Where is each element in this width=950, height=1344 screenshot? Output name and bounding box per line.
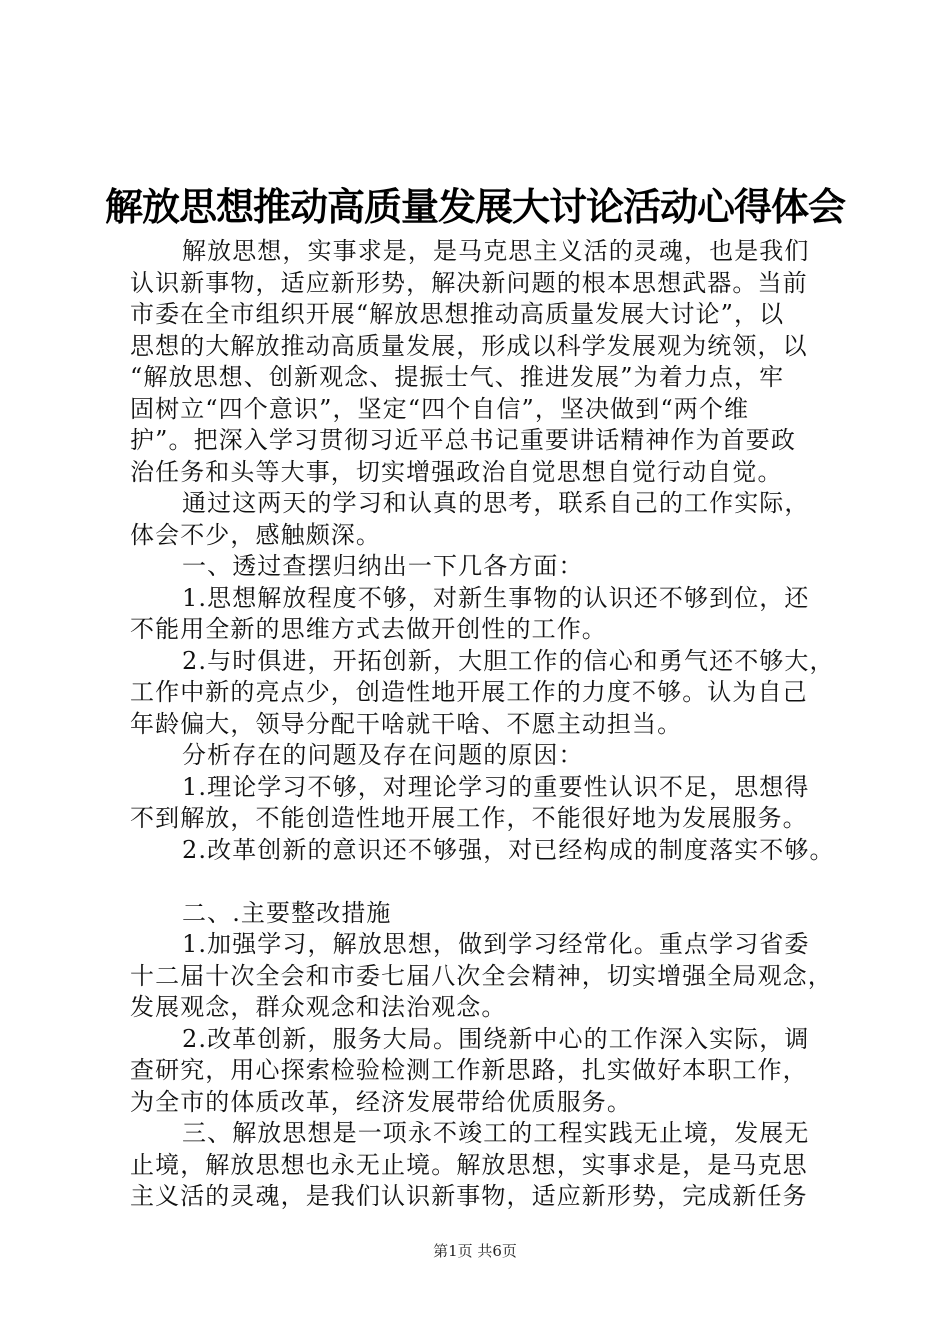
list-item-line: 发展观念，群众观念和法治观念。 (130, 993, 507, 1021)
blank-line (130, 866, 832, 898)
paragraph-line: 主义活的灵魂，是我们认识新事物，适应新形势，完成新任务 (130, 1182, 808, 1210)
list-item-line: 为全市的体质改革，经济发展带给优质服务。 (130, 1087, 632, 1116)
list-item-line: 查研究，用心探索检验检测工作新思路，扎实做好本职工作， (130, 1056, 808, 1084)
list-item-line: 1.理论学习不够，对理论学习的重要性认识不足，思想得 (182, 772, 810, 801)
document-body (130, 236, 835, 1213)
paragraph-line: 解放思想，实事求是，是马克思主义活的灵魂，也是我们 (182, 237, 810, 265)
list-item-line: 2.与时俱进，开拓创新，大胆工作的信心和勇气还不够大， (182, 646, 835, 675)
paragraph-line: 思想的大解放推动高质量发展，形成以科学发展观为统领，以 (130, 331, 808, 360)
list-item-line: 年龄偏大，领导分配干啥就干啥、不愿主动担当。 (130, 709, 683, 738)
paragraph-line: 治任务和头等大事，切实增强政治自觉思想自觉行动自觉。 (130, 457, 783, 486)
list-item-line: 2.改革创新的意识还不够强，对已经构成的制度落实不够。 (182, 835, 835, 864)
paragraph-line: 固树立“四个意识”，坚定“四个自信”，坚决做到“两个维 (130, 394, 750, 423)
paragraph-line: 护”。把深入学习贯彻习近平总书记重要讲话精神作为首要政 (130, 426, 796, 454)
list-item-line: 1.加强学习，解放思想，做到学习经常化。重点学习省委 (182, 930, 810, 958)
document-title: 解放思想推动高质量发展大讨论活动心得体会 (104, 185, 845, 229)
page-indicator: 第1页 共6页 (433, 1242, 517, 1260)
list-item-line: 不能用全新的思维方式去做开创性的工作。 (130, 615, 607, 643)
list-item-line: 2.改革创新，服务大局。围绕新中心的工作深入实际，调 (182, 1024, 810, 1053)
paragraph-line: 通过这两天的学习和认真的思考，联系自己的工作实际， (182, 489, 810, 517)
paragraph-line: 市委在全市组织开展“解放思想推动高质量发展大讨论”，以 (130, 300, 785, 328)
section-heading: 二、.主要整改措施 (182, 898, 392, 927)
section-heading: 一、透过查摆归纳出一下几各方面： (182, 552, 584, 580)
paragraph-line: “解放思想、创新观念、提振士气、推进发展”为着力点，牢 (130, 363, 785, 391)
list-item-line: 工作中新的亮点少，创造性地开展工作的力度不够。认为自己 (130, 678, 808, 706)
paragraph-line: 认识新事物，适应新形势，解决新问题的根本思想武器。当前 (130, 268, 808, 297)
paragraph-line: 体会不少，感触颇深。 (130, 520, 381, 549)
paragraph-line: 止境，解放思想也永无止境。解放思想，实事求是，是马克思 (130, 1150, 808, 1179)
list-item-line: 1.思想解放程度不够，对新生事物的认识还不够到位，还 (182, 583, 810, 612)
section-heading: 分析存在的问题及存在问题的原因： (182, 741, 584, 769)
section-heading: 三、解放思想是一项永不竣工的工程实践无止境，发展无 (182, 1119, 810, 1147)
list-item-line: 十二届十次全会和市委七届八次全会精神，切实增强全局观念， (130, 961, 833, 990)
list-item-line: 不到解放，不能创造性地开展工作，不能很好地为发展服务。 (130, 804, 808, 832)
